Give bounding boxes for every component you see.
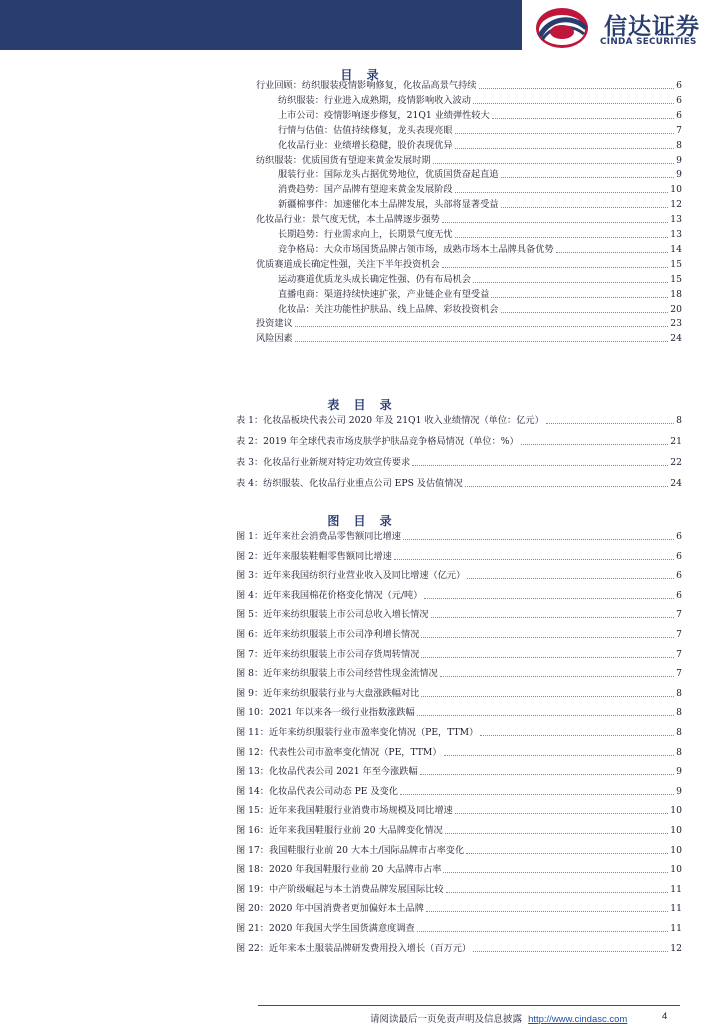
toc-entry[interactable] <box>256 155 682 167</box>
leader-dots <box>424 597 674 599</box>
toc-entry[interactable] <box>278 184 682 196</box>
company-logo <box>528 6 724 50</box>
table-entry-page: 8 <box>676 415 682 426</box>
figure-entry-title: 图 21：2020 年我国大学生国货满意度调查 <box>236 923 415 934</box>
figure-entry-page: 10 <box>670 825 682 836</box>
toc-entry[interactable] <box>278 229 682 241</box>
toc-entry-title: 长期趋势：行业需求向上，长期景气度无忧 <box>278 229 453 240</box>
toc-entry-title: 投资建议 <box>256 318 293 330</box>
toc-entry[interactable] <box>278 199 682 211</box>
figure-entry[interactable] <box>236 864 682 876</box>
toc-entry-title: 行情与估值：估值持续修复，龙头表现亮眼 <box>278 124 453 136</box>
figure-entry[interactable] <box>236 590 682 602</box>
figure-entry-title: 图 2：近年来服装鞋帽零售额同比增速 <box>236 550 392 562</box>
figure-entry-title: 图 12：代表性公司市盈率变化情况（PE，TTM） <box>236 746 442 758</box>
toc-entry-title: 风险因素 <box>256 333 293 345</box>
figure-entry[interactable] <box>236 609 682 621</box>
figure-entry-page: 11 <box>670 923 682 934</box>
footer-disclaimer <box>370 1011 627 1025</box>
toc-entry-page: 13 <box>670 214 682 226</box>
leader-dots <box>295 325 669 327</box>
toc-entry-page: 7 <box>676 124 682 136</box>
leader-dots <box>465 485 669 487</box>
table-entry[interactable] <box>236 436 682 448</box>
leader-dots <box>479 87 675 89</box>
toc-entry-page: 6 <box>676 109 682 121</box>
leader-dots <box>455 132 675 134</box>
toc-entry-page: 9 <box>676 154 682 166</box>
footer-website-link[interactable]: http://www.cindasc.com <box>528 1014 628 1025</box>
toc-entry[interactable] <box>278 110 682 122</box>
toc-title: 目 录 <box>340 68 384 82</box>
table-entry-page: 24 <box>670 478 682 489</box>
leader-dots <box>426 910 668 912</box>
figure-entry-title: 图 9：近年来纺织服装行业与大盘涨跌幅对比 <box>236 687 420 699</box>
leader-dots <box>501 176 675 178</box>
leader-dots <box>445 832 669 834</box>
leader-dots <box>446 891 669 893</box>
leader-dots <box>295 340 669 342</box>
figure-entry-page: 12 <box>670 942 682 954</box>
toc-entry-title: 纺织服装：行业进入成熟期，疫情影响收入波动 <box>278 94 471 106</box>
toc-entry-page: 13 <box>670 229 682 240</box>
figure-entry-page: 11 <box>670 883 682 895</box>
figure-entry[interactable] <box>236 570 682 582</box>
table-entry[interactable] <box>236 478 682 490</box>
leader-dots <box>417 714 674 716</box>
figure-entry[interactable] <box>236 805 682 817</box>
toc-entry-page: 10 <box>670 184 682 196</box>
leader-dots <box>442 266 669 268</box>
page-number: 4 <box>662 1011 668 1022</box>
figure-entry-page: 10 <box>670 805 682 817</box>
figure-entry-title: 图 13：化妆品代表公司 2021 年至今涨跌幅 <box>236 766 418 778</box>
figure-entry-page: 8 <box>676 727 682 738</box>
figure-entry-title: 图 7：近年来纺织服装上市公司存货周转情况 <box>236 648 420 660</box>
toc-entry[interactable] <box>278 169 682 181</box>
toc-entry[interactable] <box>256 214 682 226</box>
toc-entry[interactable] <box>278 304 682 316</box>
figure-entry[interactable] <box>236 923 682 935</box>
toc-entry-page: 14 <box>670 243 682 255</box>
table-entry-title: 表 1：化妆品板块代表公司 2020 年及 21Q1 收入业绩情况（单位：亿元） <box>236 415 544 426</box>
toc-entry-page: 9 <box>676 169 682 181</box>
toc-entry-title: 上市公司：疫情影响逐步修复，21Q1 业绩弹性较大 <box>278 109 490 121</box>
toc-entry-title: 直播电商：渠道持续快速扩张，产业链企业有望受益 <box>278 288 490 300</box>
figure-entry-page: 8 <box>676 746 682 758</box>
toc-entry-title: 行业回顾：纺织服装疫情影响修复，化妆品高景气持续 <box>256 80 477 91</box>
figure-entry-page: 6 <box>676 570 682 582</box>
toc-entry[interactable] <box>278 95 682 107</box>
logo-english: CINDA SECURITIES <box>600 37 697 47</box>
footer-disclaimer-text: 请阅读最后一页免责声明及信息披露 <box>370 1014 523 1025</box>
toc-entry-page: 6 <box>676 94 682 106</box>
figure-entry-title: 图 3：近年来我国纺织行业营业收入及同比增速（亿元） <box>236 570 466 582</box>
toc-entry[interactable] <box>256 259 682 271</box>
toc-entry-title: 纺织服装：优质国货有望迎来黄金发展时期 <box>256 154 431 166</box>
toc-entry-title: 化妆品行业：业绩增长稳健，股价表现优异 <box>278 139 453 151</box>
leader-dots <box>556 251 669 253</box>
toc-entry-title: 竞争格局：大众市场国货品牌占领市场，成熟市场本土品牌具备优势 <box>278 243 554 255</box>
figure-entry-title: 图 18：2020 年我国鞋服行业前 20 大品牌市占率 <box>236 864 442 876</box>
figure-entry-title: 图 11：近年来纺织服装行业市盈率变化情况（PE，TTM） <box>236 727 479 738</box>
leader-dots <box>412 464 668 466</box>
leader-dots <box>403 538 674 540</box>
leader-dots <box>480 734 674 736</box>
leader-dots <box>455 147 675 149</box>
leader-dots <box>521 443 669 445</box>
leader-dots <box>467 577 674 579</box>
figure-entry[interactable] <box>236 786 682 798</box>
figure-entry-page: 7 <box>676 668 682 680</box>
toc-entry[interactable] <box>256 318 682 330</box>
footer-divider <box>258 1005 680 1006</box>
figure-entry-title: 图 15：近年来我国鞋服行业消费市场规模及同比增速 <box>236 805 453 817</box>
figure-entry[interactable] <box>236 727 682 739</box>
leader-dots <box>394 558 674 560</box>
toc-entry[interactable] <box>278 244 682 256</box>
figure-entry-title: 图 14：化妆品代表公司动态 PE 及变化 <box>236 785 398 797</box>
toc-entry-title: 消费趋势：国产品牌有望迎来黄金发展阶段 <box>278 184 453 196</box>
figures-title: 图 目 录 <box>327 514 397 528</box>
figure-entry-title: 图 8：近年来纺织服装上市公司经营性现金流情况 <box>236 668 438 680</box>
table-entry[interactable] <box>236 415 682 427</box>
toc-entry[interactable] <box>278 274 682 286</box>
figure-entry[interactable] <box>236 629 682 641</box>
table-entry-page: 22 <box>670 457 682 468</box>
figure-entry-page: 6 <box>676 589 682 601</box>
toc-entry[interactable] <box>256 80 682 92</box>
figure-entry-title: 图 16：近年来我国鞋服行业前 20 大品牌变化情况 <box>236 825 443 836</box>
header-bar <box>0 0 522 50</box>
leader-dots <box>492 117 674 119</box>
cinda-logo-icon <box>532 6 590 50</box>
toc-entry-page: 6 <box>676 80 682 91</box>
leader-dots <box>421 695 674 697</box>
leader-dots <box>501 206 669 208</box>
figure-entry[interactable] <box>236 668 682 680</box>
figure-entry-title: 图 19：中产阶级崛起与本土消费品牌发展国际比较 <box>236 883 444 895</box>
figure-entry[interactable] <box>236 531 682 543</box>
toc-entry-title: 化妆品行业：景气度无忧，本土品牌逐步强势 <box>256 214 440 226</box>
figure-entry-page: 7 <box>676 648 682 660</box>
figure-entry-page: 8 <box>676 687 682 699</box>
toc-entry-page: 8 <box>676 139 682 151</box>
toc-entry-title: 新疆棉事件：加速催化本土品牌发展，头部将显著受益 <box>278 199 499 211</box>
leader-dots <box>433 162 675 164</box>
toc-entry[interactable] <box>256 333 682 345</box>
tables-title: 表 目 录 <box>327 398 397 412</box>
figure-entry[interactable] <box>236 903 682 915</box>
figure-entry[interactable] <box>236 884 682 896</box>
figure-entry-title: 图 20：2020 年中国消费者更加偏好本土品牌 <box>236 903 424 915</box>
toc-entry-page: 24 <box>670 333 682 345</box>
figure-entry-page: 10 <box>670 864 682 876</box>
figure-entry-page: 7 <box>676 629 682 640</box>
leader-dots <box>466 852 668 854</box>
leader-dots <box>400 793 674 795</box>
figure-entry-page: 11 <box>670 903 682 915</box>
figure-entry-page: 9 <box>676 785 682 797</box>
toc-entry[interactable] <box>278 140 682 152</box>
leader-dots <box>431 616 675 618</box>
leader-dots <box>473 102 674 104</box>
figure-entry-title: 图 22：近年来本土服装品牌研发费用投入增长（百万元） <box>236 942 472 954</box>
figure-entry-title: 图 5：近年来纺织服装上市公司总收入增长情况 <box>236 609 429 621</box>
leader-dots <box>443 871 668 873</box>
toc-entry-page: 23 <box>670 318 682 330</box>
leader-dots <box>473 950 668 952</box>
figure-entry-page: 10 <box>670 844 682 856</box>
figure-entry-page: 7 <box>676 609 682 621</box>
figure-entry-page: 6 <box>676 531 682 542</box>
figure-entry[interactable] <box>236 943 682 955</box>
leader-dots <box>440 675 674 677</box>
leader-dots <box>444 754 675 756</box>
figure-entry-title: 图 10：2021 年以来各一级行业指数涨跌幅 <box>236 707 415 719</box>
toc-entry[interactable] <box>278 289 682 301</box>
figure-entry[interactable] <box>236 688 682 700</box>
leader-dots <box>455 236 669 238</box>
toc-entry-page: 15 <box>670 258 682 270</box>
toc-entry[interactable] <box>278 125 682 137</box>
toc-entry-page: 20 <box>670 303 682 315</box>
figure-entry[interactable] <box>236 845 682 857</box>
leader-dots <box>442 221 669 223</box>
leader-dots <box>546 422 674 424</box>
toc-entry-title: 运动赛道优质龙头成长确定性强、仍有布局机会 <box>278 273 471 285</box>
figure-entry-page: 6 <box>676 550 682 562</box>
table-entry-title: 表 4：纺织服装、化妆品行业重点公司 EPS 及估值情况 <box>236 478 463 489</box>
table-entry-page: 21 <box>670 436 682 447</box>
toc-entry-title: 服装行业：国际龙头占据优势地位，优质国货奋起直追 <box>278 169 499 181</box>
figure-entry-title: 图 17：我国鞋服行业前 20 大本土/国际品牌市占率变化 <box>236 844 465 856</box>
leader-dots <box>491 296 668 298</box>
leader-dots <box>421 636 674 638</box>
toc-entry-page: 18 <box>670 288 682 300</box>
figure-entry[interactable] <box>236 707 682 719</box>
leader-dots <box>455 812 669 814</box>
figure-entry-page: 9 <box>676 766 682 778</box>
toc-entry-page: 15 <box>670 273 682 285</box>
toc-entry-title: 优质赛道成长确定性强，关注下半年投资机会 <box>256 258 440 270</box>
figure-entry-page: 8 <box>676 707 682 719</box>
leader-dots <box>501 311 669 313</box>
toc-entry-page: 12 <box>670 199 682 211</box>
table-entry-title: 表 3：化妆品行业新规对特定功效宣传要求 <box>236 457 411 468</box>
leader-dots <box>473 281 668 283</box>
figure-entry-title: 图 6：近年来纺织服装上市公司净利增长情况 <box>236 629 420 640</box>
table-entry-title: 表 2：2019 年全球代表市场皮肤学护肤品竞争格局情况（单位：%） <box>236 436 519 447</box>
toc-entry-title: 化妆品：关注功能性护肤品、线上品牌、彩妆投资机会 <box>278 303 499 315</box>
figure-entry[interactable] <box>236 766 682 778</box>
leader-dots <box>417 930 669 932</box>
figure-entry[interactable] <box>236 649 682 661</box>
page-header <box>0 0 724 54</box>
figure-entry[interactable] <box>236 747 682 759</box>
leader-dots <box>420 773 674 775</box>
figure-entry-title: 图 1：近年来社会消费品零售额同比增速 <box>236 531 401 542</box>
leader-dots <box>421 656 674 658</box>
leader-dots <box>455 191 669 193</box>
figure-entry[interactable] <box>236 551 682 563</box>
logo-chinese: 信达证券 <box>604 14 700 40</box>
figure-entry-title: 图 4：近年来我国棉花价格变化情况（元/吨） <box>236 589 423 601</box>
table-entry[interactable] <box>236 457 682 469</box>
figure-entry[interactable] <box>236 825 682 837</box>
